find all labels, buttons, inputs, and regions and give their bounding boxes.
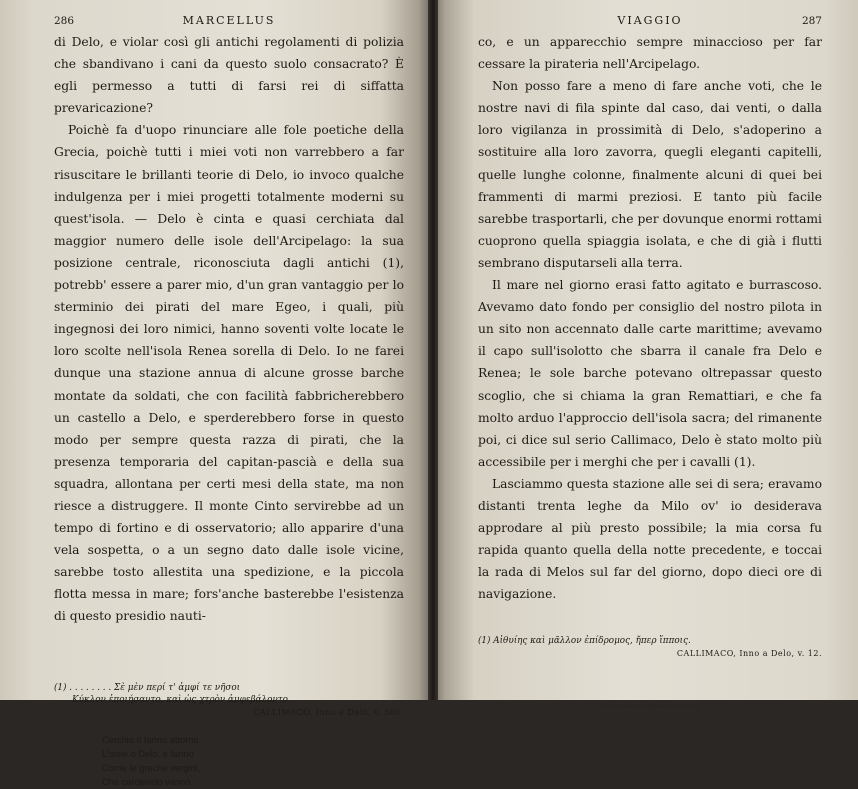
- tailpiece-ornament: ∞∞∞∞∞∞∞⚜∞∞∞∞∞∞∞: [600, 702, 700, 713]
- left-paragraph-1: di Delo, e violar così gli antichi regolamenti di polizia che sbandivano i cani da questo suolo consacrato? È egli permesso a tutti di farsi rei di siffatta prevaricazione?: [54, 35, 404, 116]
- left-running-title: MARCELLUS: [182, 14, 276, 27]
- right-running-title: VIAGGIO: [617, 14, 683, 27]
- left-paragraph-2: Poichè fa d'uopo rinunciare alle fole poetiche della Grecia, poichè tutti i miei voti non varrebbero a far risuscitare le brillanti teorie di Delo, io invoco qualche indulgenza per i miei progetti totalmente moderni su quest'isola. — Delo è cinta e quasi cerchiata dal maggior numero delle isole dell'Arcipelago: la sua posizione centrale, riconosciuta dagli antichi (1), potrebb' essere a parer mio, d'un gran vantaggio per lo sterminio dei pirati del mare Egeo, i quali, più ingegnosi dei loro nimici, hanno soventi volte locate le loro scolte nell'isola Renea sorella di Delo. Io ne farei dunque una stazione annua di alcune grosse barche montate da soldati, che con facilità fabbricherebbero un castello a Delo, e sperderebbero forse in questo modo per sempre questa razza di pirati, che la presenza temporaria del capitan-pascià e della sua squadra, allontana per certi mesi della state, ma non riesce a distruggere. Il monte Cinto servirebbe ad un tempo di fortino e di osservatorio; allo apparire d'una vela sospetta, o a un segno dato dalle isole vicine, sarebbe tosto allestita una spedizione, e la piccola flotta messa in mare; fors'anche basterebbe l'esistenza di questo presidio nauti-: [54, 123, 404, 624]
- right-paragraph-1: co, e un apparecchio sempre minaccioso per far cessare la pirateria nell'Arcipelago.: [478, 35, 822, 72]
- left-page-number: 286: [54, 15, 75, 27]
- left-footnote-greek-2: Κύκλον ἐποιήσαντο, καὶ ὡς χτρὸν ἀμφεβάλοντο.: [72, 695, 291, 706]
- right-footnote: [478, 635, 822, 660]
- right-page-number: 287: [801, 15, 822, 27]
- right-paragraph-3: Il mare nel giorno erasi fatto agitato e burrascoso. Avevamo dato fondo per consiglio del nostro pilota in un sito non accennato dalle carte marittime; avevamo il capo sull'isolotto che sbarra il canale fra Delo e Renea; le sole barche potevano oltrepassar questo scoglio, che si chiama la gran Remattiari, e che fa molto arduo l'approccio dell'isola sacra; del rimanente poi, ci dice sul serio Callimaco, Delo è stato molto più accessibile per i merghi che per i cavalli (1).: [478, 278, 822, 469]
- verse-line: L'isole o Delo, e fanno: [102, 749, 194, 760]
- left-body-text: [54, 31, 404, 628]
- verse-line: Cerchio ti fanno attorno: [102, 735, 199, 746]
- book-gutter: [428, 0, 438, 700]
- right-footnote-reference: CALLIMACO, Inno a Delo, v. 12.: [676, 648, 822, 658]
- translation-verse: [102, 733, 404, 789]
- right-running-head: [478, 14, 822, 27]
- left-footnote-greek-1: (1) . . . . . . . . Σὲ μὲν περί τ' ἀμφί τε νῆσοι: [54, 682, 241, 693]
- right-footnote-greek: (1) Αἰθυίης καὶ μᾶλλον ἐπίδρομος, ἤπερ ἵπποις.: [478, 636, 691, 647]
- verse-line: Come le greche vergini,: [102, 763, 201, 774]
- left-running-head: [54, 14, 404, 27]
- verse-line: Che carolando vanno.: [102, 777, 193, 788]
- right-paragraph-4: Lasciammo questa stazione alle sei di sera; eravamo distanti trenta leghe da Milo ov' io desiderava approdare al più presto possibile; la mia corsa fu rapida quanto quella della notte precedente, e toccai la rada di Melos sul far del giorno, dopo dieci ore di navigazione.: [478, 476, 822, 602]
- left-footnote: [54, 682, 404, 720]
- right-page: [432, 0, 858, 713]
- right-body-text: [478, 31, 822, 605]
- left-footnote-reference: CALLIMACO, Inno a Delo, v. 300.: [253, 707, 404, 717]
- right-paragraph-2: Non posso fare a meno di fare anche voti, che le nostre navi di fila spinte dal caso, dai venti, o dalla loro vigilanza in prossimità di Delo, s'adoperino a sostituire alla loro zavorra, quegli eleganti capitelli, quelle lunghe colonne, finalmente alcuni di quei bei frammenti di marmi preziosi. E tanto più facile sarebbe trasportarli, che per dovunque enormi rottami cuoprono quella spiaggia isolata, e che di già i flutti sembrano disputarseli alla terra.: [478, 79, 822, 270]
